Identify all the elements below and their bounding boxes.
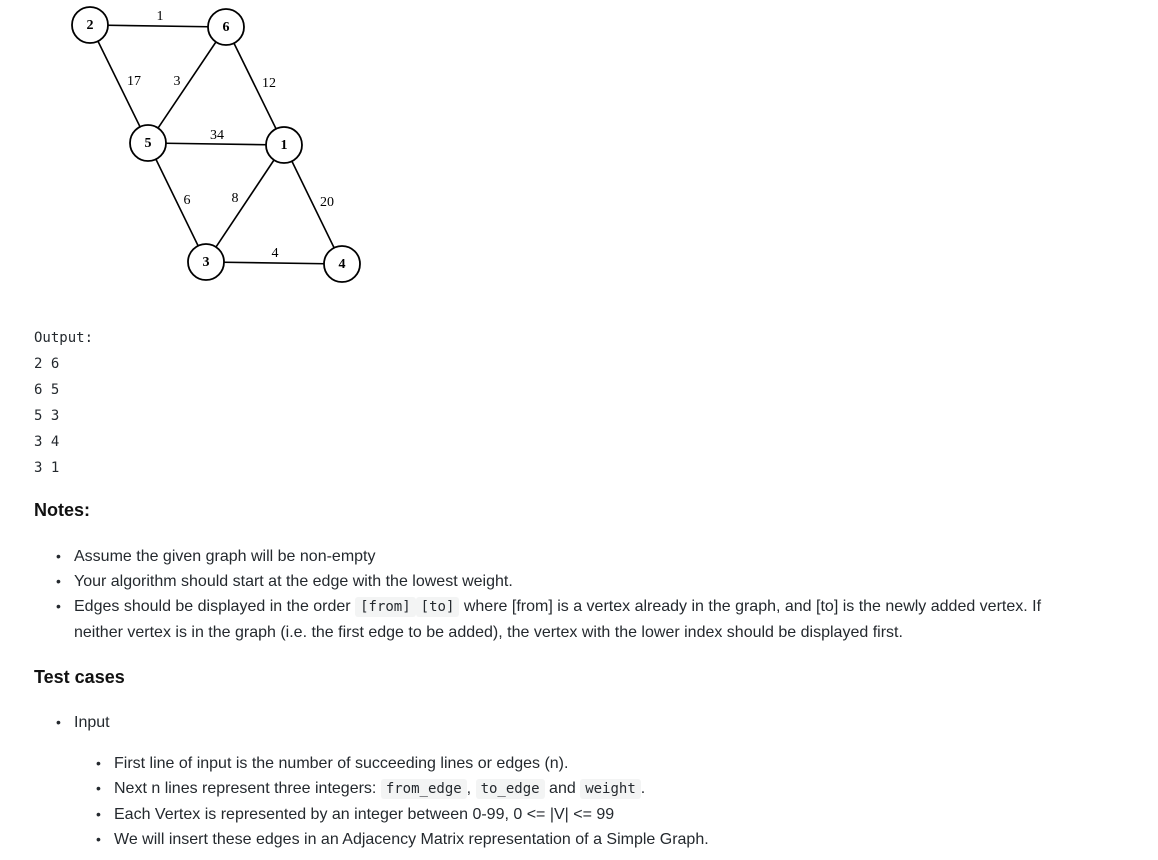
input-detail-text: Each Vertex is represented by an integer between 0-99, 0 <= |V| <= 99 — [114, 806, 615, 823]
node-label: 3 — [202, 255, 210, 271]
input-detail-text: We will insert these edges in an Adjacency Matrix representation of a Simple Graph. — [114, 831, 709, 848]
graph-edge — [148, 143, 206, 262]
period: . — [640, 780, 646, 797]
note-text: Your algorithm should start at the edge with the lowest weight. — [74, 573, 513, 590]
edge-weight-label: 4 — [271, 246, 279, 262]
input-detail — [114, 751, 1114, 776]
edge-weight-label: 12 — [262, 76, 276, 92]
test-cases-list — [74, 710, 110, 735]
note-text: Edges should be displayed in the order — [74, 598, 351, 615]
code-to: [to] — [416, 597, 460, 617]
notes-heading: Notes: — [34, 500, 91, 520]
and-text: and — [549, 780, 576, 797]
code-to-edge: to_edge — [476, 779, 545, 799]
input-item — [74, 710, 110, 735]
edge-weight-label: 17 — [127, 74, 141, 90]
input-label: Input — [74, 714, 110, 731]
edge-weight-label: 1 — [156, 9, 164, 25]
graph-edge — [206, 262, 342, 264]
graph-edge — [148, 27, 226, 143]
test-cases-heading: Test cases — [34, 667, 125, 687]
notes-list — [74, 544, 1054, 645]
code-from: [from] — [355, 597, 416, 617]
graph-edge — [206, 145, 284, 262]
node-label: 1 — [280, 138, 288, 154]
node-label: 4 — [338, 257, 346, 273]
input-details-list — [114, 751, 1114, 852]
edge-weight-label: 3 — [173, 74, 181, 90]
output-line: 2 6 — [34, 356, 60, 372]
edge-weight-label: 6 — [183, 193, 191, 209]
note-item — [74, 594, 1054, 645]
edge-weight-label: 20 — [320, 195, 334, 211]
node-label: 6 — [222, 20, 230, 36]
graph-diagram — [0, 0, 400, 300]
input-detail — [114, 776, 1114, 802]
note-text: Assume the given graph will be non-empty — [74, 548, 376, 565]
output-label: Output: — [34, 330, 94, 346]
output-line: 5 3 — [34, 408, 60, 424]
output-line: 3 4 — [34, 434, 60, 450]
graph-edge — [148, 143, 284, 145]
separator: , — [466, 780, 472, 797]
input-detail-text: Next n lines represent three integers: — [114, 780, 377, 797]
output-line: 3 1 — [34, 460, 60, 476]
input-detail — [114, 827, 1114, 852]
note-item — [74, 569, 1054, 594]
input-detail — [114, 802, 1114, 827]
edge-weight-label: 8 — [231, 191, 239, 207]
input-detail-text: First line of input is the number of succeeding lines or edges (n). — [114, 755, 569, 772]
edge-weight-label: 34 — [210, 128, 224, 144]
code-from-edge: from_edge — [381, 779, 467, 799]
node-label: 5 — [144, 136, 152, 152]
graph-edge — [90, 25, 226, 27]
note-item — [74, 544, 1054, 569]
output-block — [34, 325, 93, 481]
node-label: 2 — [86, 18, 94, 34]
note-text: where [from] is a vertex already in the graph, and [to] is the newly added vertex. If neither vertex is in the graph (i.e. the first edge to be added), the vertex with the lower index should be displayed first. — [74, 598, 1042, 641]
output-line: 6 5 — [34, 382, 60, 398]
code-weight: weight — [580, 779, 641, 799]
